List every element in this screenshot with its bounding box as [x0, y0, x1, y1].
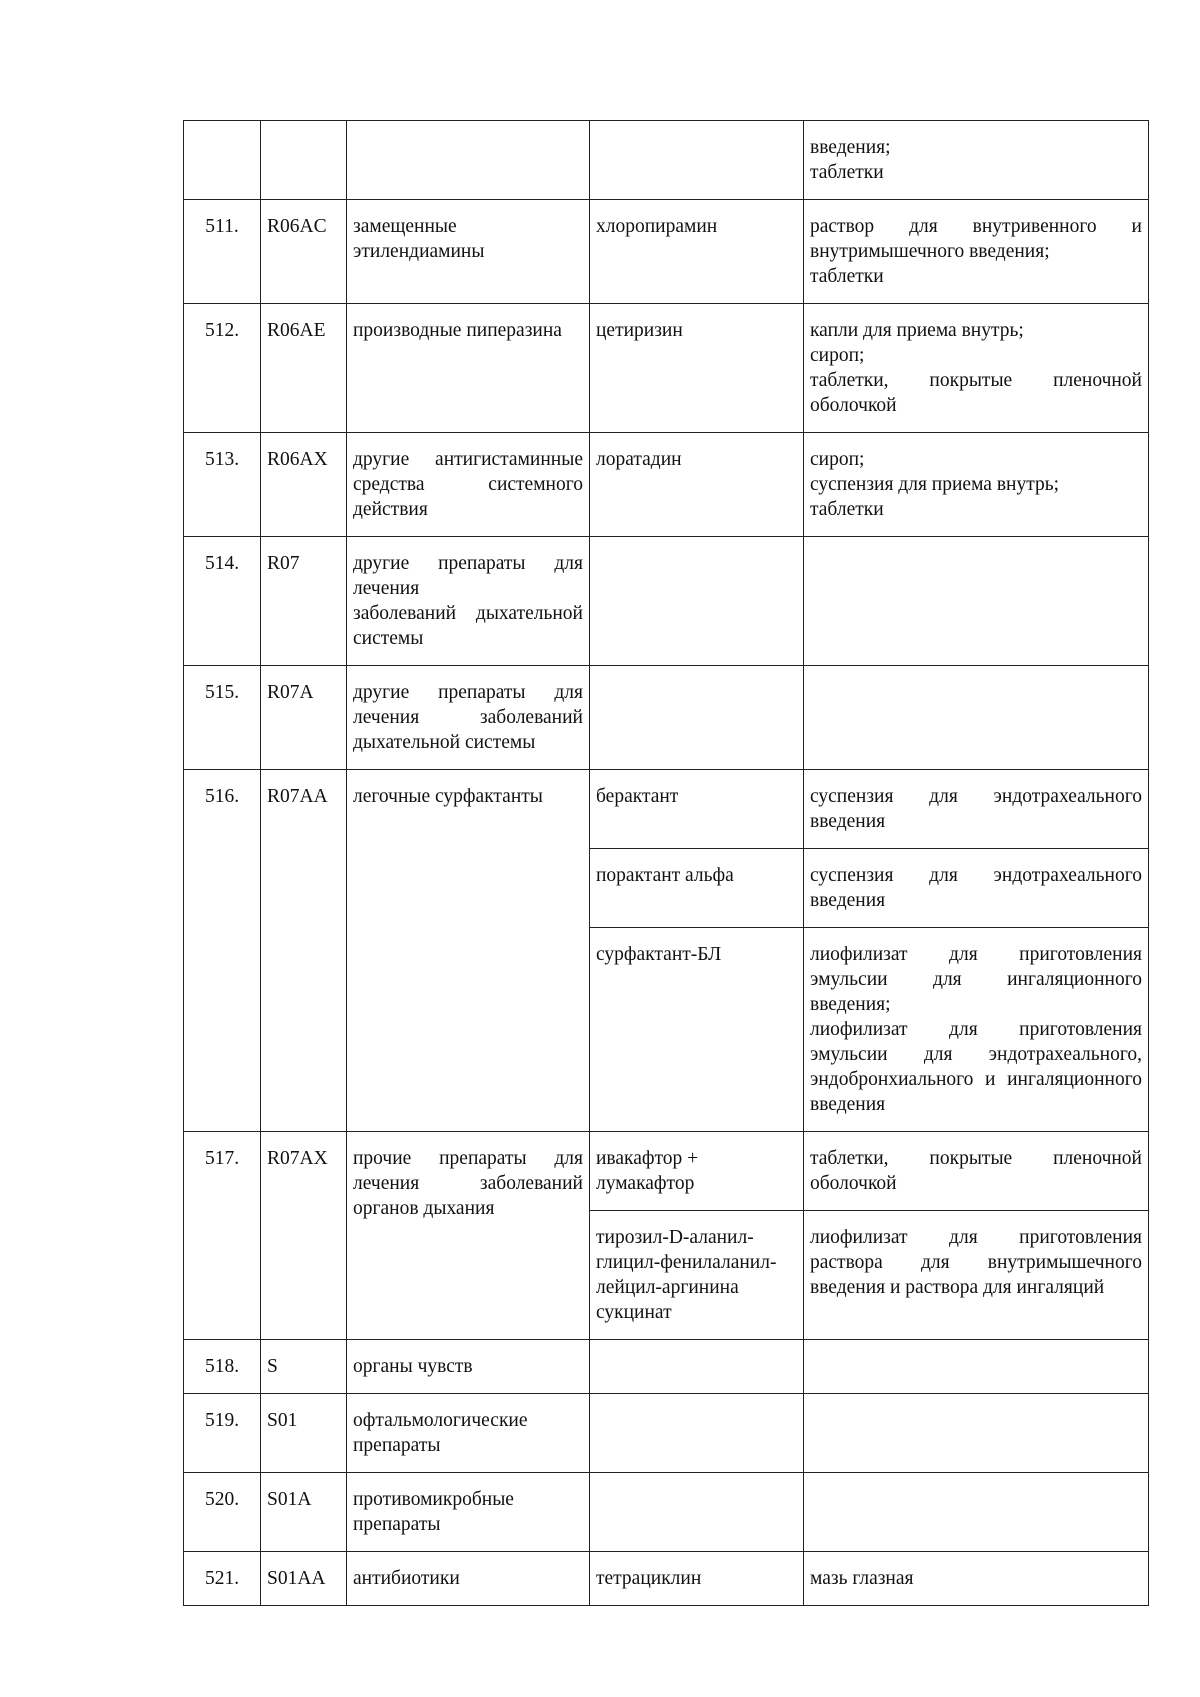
- group-name-cell: [347, 537, 590, 666]
- table-row: [184, 666, 1149, 770]
- group-name-text: органы чувств: [353, 1356, 473, 1377]
- dosage-form-cell: [804, 928, 1149, 1132]
- dosage-form-cell: [804, 770, 1149, 849]
- group-name-cell: [347, 1552, 590, 1606]
- atc-code-cell: [261, 304, 347, 433]
- table-row: [184, 1132, 1149, 1211]
- row-number-cell: [184, 1552, 261, 1606]
- drug-name-text: берактант: [596, 786, 679, 807]
- atc-code-cell: [261, 1394, 347, 1473]
- group-name-cell: [347, 200, 590, 304]
- row-number-text: 521.: [204, 1568, 240, 1589]
- drug-name-cell: [590, 1132, 804, 1211]
- group-name-text: прочие препараты для лечения заболеваний органов дыхания: [353, 1148, 583, 1219]
- atc-code-cell: [261, 770, 347, 1132]
- row-number-cell: [184, 537, 261, 666]
- table-row: [184, 1340, 1149, 1394]
- atc-code-text: R06AE: [267, 320, 326, 341]
- drug-name-cell: [590, 849, 804, 928]
- drug-name-cell: [590, 1340, 804, 1394]
- row-number-text: 512.: [204, 320, 240, 341]
- row-number-cell: [184, 1132, 261, 1340]
- drug-name-cell: [590, 433, 804, 537]
- row-number-cell: [184, 770, 261, 1132]
- dosage-form-text: суспензия для эндотрахеального введения: [810, 786, 1142, 832]
- table-body: [184, 121, 1149, 1606]
- dosage-form-cell: [804, 537, 1149, 666]
- group-name-cell: [347, 1473, 590, 1552]
- row-number-cell: [184, 121, 261, 200]
- drug-name-cell: [590, 1211, 804, 1340]
- dosage-form-cell: [804, 1473, 1149, 1552]
- row-number-cell: [184, 1394, 261, 1473]
- group-name-cell: [347, 121, 590, 200]
- atc-code-text: R07: [267, 553, 300, 574]
- group-name-text: производные пиперазина: [353, 320, 562, 341]
- atc-code-text: S01AA: [267, 1568, 326, 1589]
- medicines-table: [183, 120, 1149, 1606]
- dosage-form-cell: [804, 1211, 1149, 1340]
- drug-name-cell: [590, 1473, 804, 1552]
- dosage-form-cell: [804, 200, 1149, 304]
- drug-name-text: лоратадин: [596, 449, 682, 470]
- row-number-cell: [184, 200, 261, 304]
- row-number-text: 515.: [204, 682, 240, 703]
- drug-name-cell: [590, 121, 804, 200]
- group-name-text: легочные сурфактанты: [353, 786, 543, 807]
- table-row: [184, 537, 1149, 666]
- table-row: [184, 121, 1149, 200]
- dosage-form-text: лиофилизат для приготовления эмульсии для ингаляционного введения; лиофилизат для приготовления эмульсии для эндотрахеального, эндобронхиального и ингаляционного введения: [810, 944, 1142, 1115]
- row-number-text: 513.: [204, 449, 240, 470]
- row-number-text: 519.: [204, 1410, 240, 1431]
- row-number-cell: [184, 433, 261, 537]
- table-row: [184, 304, 1149, 433]
- drug-name-text: ивакафтор + лумакафтор: [596, 1148, 699, 1194]
- row-number-cell: [184, 1473, 261, 1552]
- table-row: [184, 1473, 1149, 1552]
- group-name-cell: [347, 1132, 590, 1340]
- group-name-text: другие антигистаминные средства системного действия: [353, 449, 583, 520]
- atc-code-text: R07A: [267, 682, 314, 703]
- dosage-form-cell: [804, 1394, 1149, 1473]
- row-number-text: 518.: [204, 1356, 240, 1377]
- dosage-form-text: суспензия для эндотрахеального введения: [810, 865, 1142, 911]
- group-name-text: другие препараты для лечения заболеваний дыхательной системы: [353, 682, 583, 753]
- group-name-cell: [347, 666, 590, 770]
- dosage-form-text: таблетки, покрытые пленочной оболочкой: [810, 1148, 1142, 1194]
- drug-name-cell: [590, 666, 804, 770]
- atc-code-cell: [261, 1552, 347, 1606]
- atc-code-cell: [261, 121, 347, 200]
- drug-name-cell: [590, 1394, 804, 1473]
- atc-code-text: S: [267, 1356, 278, 1377]
- drug-name-text: порактант альфа: [596, 865, 734, 886]
- atc-code-text: R07AX: [267, 1148, 328, 1169]
- group-name-cell: [347, 1394, 590, 1473]
- atc-code-text: R06AC: [267, 216, 327, 237]
- group-name-text: другие препараты для лечения заболеваний дыхательной системы: [353, 553, 583, 649]
- drug-name-text: тетрациклин: [596, 1568, 702, 1589]
- atc-code-text: R07AA: [267, 786, 328, 807]
- table-row: [184, 1394, 1149, 1473]
- group-name-cell: [347, 433, 590, 537]
- group-name-text: офтальмологические препараты: [353, 1410, 528, 1456]
- dosage-form-cell: [804, 1340, 1149, 1394]
- drug-name-cell: [590, 200, 804, 304]
- drug-name-cell: [590, 304, 804, 433]
- dosage-form-cell: [804, 849, 1149, 928]
- row-number-cell: [184, 304, 261, 433]
- table-row: [184, 433, 1149, 537]
- atc-code-cell: [261, 1473, 347, 1552]
- drug-name-cell: [590, 537, 804, 666]
- row-number-text: 520.: [204, 1489, 240, 1510]
- atc-code-cell: [261, 537, 347, 666]
- drug-name-text: тирозил-D-аланил-глицил-фенилаланил-лейцил-аргинина сукцинат: [596, 1227, 777, 1323]
- group-name-text: противомикробные препараты: [353, 1489, 514, 1535]
- atc-code-text: S01A: [267, 1489, 312, 1510]
- dosage-form-cell: [804, 1552, 1149, 1606]
- atc-code-cell: [261, 433, 347, 537]
- group-name-text: замещенные этилендиамины: [353, 216, 485, 262]
- atc-code-text: S01: [267, 1410, 298, 1431]
- dosage-form-text: введения; таблетки: [810, 137, 891, 183]
- dosage-form-cell: [804, 666, 1149, 770]
- drug-name-cell: [590, 770, 804, 849]
- drug-name-text: хлоропирамин: [596, 216, 718, 237]
- row-number-cell: [184, 666, 261, 770]
- drug-name-cell: [590, 928, 804, 1132]
- table-row: [184, 770, 1149, 849]
- atc-code-cell: [261, 666, 347, 770]
- group-name-cell: [347, 1340, 590, 1394]
- group-name-cell: [347, 770, 590, 1132]
- dosage-form-text: раствор для внутривенного и внутримышечного введения; таблетки: [810, 216, 1142, 287]
- row-number-text: 511.: [205, 216, 239, 237]
- dosage-form-cell: [804, 304, 1149, 433]
- dosage-form-cell: [804, 121, 1149, 200]
- drug-name-cell: [590, 1552, 804, 1606]
- dosage-form-cell: [804, 433, 1149, 537]
- drug-name-text: цетиризин: [596, 320, 683, 341]
- dosage-form-text: мазь глазная: [810, 1568, 914, 1589]
- group-name-cell: [347, 304, 590, 433]
- dosage-form-text: капли для приема внутрь; сироп; таблетки, покрытые пленочной оболочкой: [810, 320, 1142, 416]
- group-name-text: антибиотики: [353, 1568, 460, 1589]
- atc-code-cell: [261, 200, 347, 304]
- dosage-form-text: сироп; суспензия для приема внутрь; таблетки: [810, 449, 1060, 520]
- table-row: [184, 200, 1149, 304]
- row-number-text: 514.: [204, 553, 240, 574]
- dosage-form-text: лиофилизат для приготовления раствора для внутримышечного введения и раствора для ингаляций: [810, 1227, 1142, 1298]
- drug-name-text: сурфактант-БЛ: [596, 944, 722, 965]
- row-number-text: 516.: [204, 786, 240, 807]
- atc-code-cell: [261, 1340, 347, 1394]
- atc-code-text: R06AX: [267, 449, 328, 470]
- atc-code-cell: [261, 1132, 347, 1340]
- row-number-text: 517.: [204, 1148, 240, 1169]
- dosage-form-cell: [804, 1132, 1149, 1211]
- row-number-cell: [184, 1340, 261, 1394]
- table-row: [184, 1552, 1149, 1606]
